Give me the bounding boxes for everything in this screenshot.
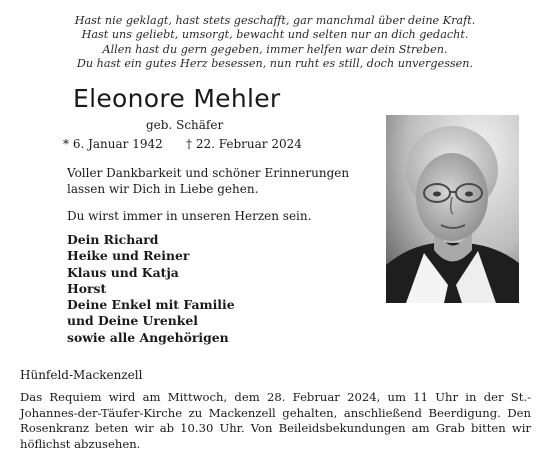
poem-line: Hast nie geklagt, hast stets geschafft, gar manchmal über deine Kraft. [74, 14, 476, 27]
poem-line: Du hast ein gutes Herz besessen, nun ruht es still, doch unvergessen. [76, 57, 474, 71]
family-member: Horst [67, 280, 107, 296]
family-member: Dein Richard [67, 232, 159, 247]
family-member: und Deine Urenkel [67, 313, 198, 329]
poem-line: Hast uns geliebt, umsorgt, bewacht und selten nur an dich gedacht. [81, 28, 469, 42]
family-list [67, 232, 235, 346]
birth-date: * 6. Januar 1942 [63, 137, 163, 151]
family-member: Heike und Reiner [67, 248, 190, 264]
family-member: Klaus und Katja [67, 264, 179, 280]
deceased-name: Eleonore Mehler [73, 84, 281, 113]
family-member: Deine Enkel mit Familie [67, 297, 235, 313]
location: Hünfeld-Mackenzell [20, 368, 143, 382]
thanks-line: lassen wir Dich in Liebe gehen. [67, 181, 259, 196]
thanks-text [67, 166, 349, 197]
portrait-image [386, 115, 519, 303]
family-member: sowie alle Angehörigen [67, 329, 229, 345]
thanks-line: Voller Dankbarkeit und schöner Erinnerungen [67, 166, 350, 180]
poem-line: Allen hast du gern gegeben, immer helfen war dein Streben. [102, 42, 448, 56]
heart-line: Du wirst immer in unseren Herzen sein. [67, 209, 312, 223]
portrait-photo [386, 115, 519, 303]
death-date: † 22. Februar 2024 [186, 137, 302, 151]
requiem-notice: Das Requiem wird am Mittwoch, dem 28. Februar 2024, um 11 Uhr in der St.-Johannes-der-Täufer-Kirche zu Mackenzell gehalten, anschließend Beerdigung. Den Rosenkranz beten wir ab 10.30 Uhr. Von Beileidsbekundungen am Grab bitten wir höflichst abzusehen. [20, 390, 531, 451]
poem [0, 14, 550, 72]
maiden-name: geb. Schäfer [146, 118, 224, 132]
